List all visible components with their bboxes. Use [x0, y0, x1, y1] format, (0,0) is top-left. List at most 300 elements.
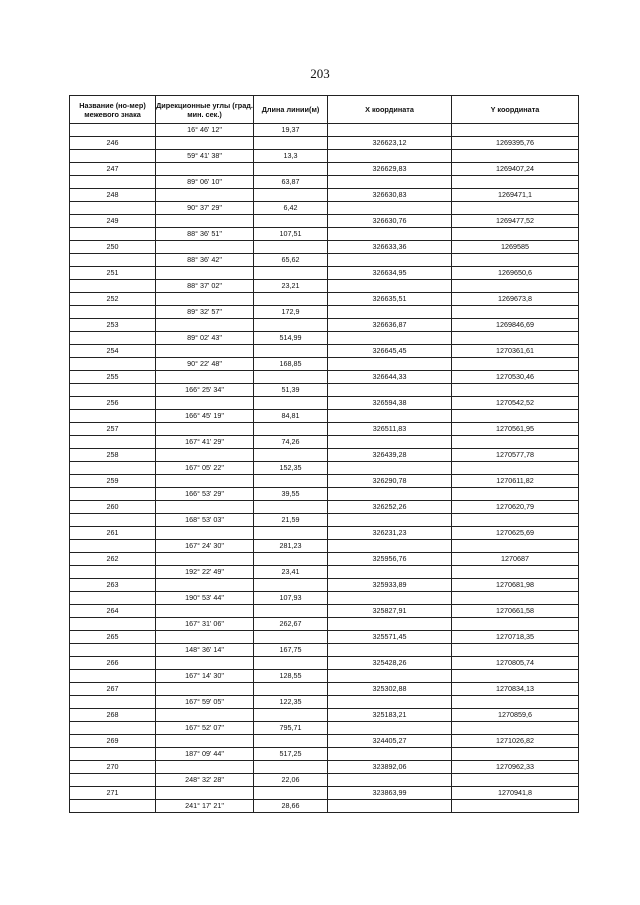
y-coordinate-cell — [452, 254, 579, 267]
angle-cell — [156, 397, 254, 410]
directional-angle: 241° 17' 21" — [156, 800, 254, 813]
y-coordinate-cell — [452, 332, 579, 345]
length-cell — [254, 423, 328, 436]
segment-row — [70, 384, 579, 397]
y-coordinate-cell — [452, 592, 579, 605]
y-coordinate: 1270687 — [452, 553, 579, 566]
mark-cell — [70, 618, 156, 631]
x-coordinate: 325933,89 — [328, 579, 452, 592]
mark-cell — [70, 748, 156, 761]
angle-cell — [156, 735, 254, 748]
angle-cell — [156, 501, 254, 514]
mark-cell — [70, 176, 156, 189]
length-cell — [254, 267, 328, 280]
mark-cell — [70, 150, 156, 163]
angle-cell — [156, 449, 254, 462]
line-length: 21,59 — [254, 514, 328, 527]
angle-cell — [156, 579, 254, 592]
length-cell — [254, 137, 328, 150]
point-row — [70, 553, 579, 566]
mark-name: 264 — [70, 605, 156, 618]
length-cell — [254, 657, 328, 670]
y-coordinate-cell — [452, 618, 579, 631]
angle-cell — [156, 319, 254, 332]
y-coordinate: 1270625,69 — [452, 527, 579, 540]
y-coordinate: 1269846,69 — [452, 319, 579, 332]
length-cell — [254, 475, 328, 488]
mark-cell — [70, 436, 156, 449]
mark-name: 269 — [70, 735, 156, 748]
mark-cell — [70, 280, 156, 293]
mark-cell — [70, 202, 156, 215]
segment-row — [70, 566, 579, 579]
length-cell — [254, 631, 328, 644]
directional-angle: 190° 53' 44" — [156, 592, 254, 605]
y-coordinate: 1269673,8 — [452, 293, 579, 306]
x-coordinate-cell — [328, 514, 452, 527]
length-cell — [254, 189, 328, 202]
mark-cell — [70, 332, 156, 345]
mark-cell — [70, 592, 156, 605]
length-cell — [254, 397, 328, 410]
mark-name: 268 — [70, 709, 156, 722]
directional-angle: 166° 53' 29" — [156, 488, 254, 501]
mark-cell — [70, 644, 156, 657]
directional-angle: 167° 52' 07" — [156, 722, 254, 735]
directional-angle: 88° 36' 42" — [156, 254, 254, 267]
y-coordinate: 1270941,8 — [452, 787, 579, 800]
x-coordinate-cell — [328, 748, 452, 761]
angle-cell — [156, 475, 254, 488]
length-cell — [254, 553, 328, 566]
point-row — [70, 579, 579, 592]
mark-cell — [70, 800, 156, 813]
mark-name: 259 — [70, 475, 156, 488]
point-row — [70, 163, 579, 176]
length-cell — [254, 449, 328, 462]
x-coordinate-cell — [328, 280, 452, 293]
x-coordinate-cell — [328, 488, 452, 501]
segment-row — [70, 202, 579, 215]
y-coordinate: 1270577,78 — [452, 449, 579, 462]
line-length: 13,3 — [254, 150, 328, 163]
mark-cell — [70, 774, 156, 787]
x-coordinate-cell — [328, 462, 452, 475]
y-coordinate-cell — [452, 514, 579, 527]
point-row — [70, 215, 579, 228]
y-coordinate: 1270661,58 — [452, 605, 579, 618]
directional-angle: 166° 45' 19" — [156, 410, 254, 423]
mark-name: 261 — [70, 527, 156, 540]
line-length: 122,35 — [254, 696, 328, 709]
angle-cell — [156, 345, 254, 358]
point-row — [70, 189, 579, 202]
length-cell — [254, 319, 328, 332]
directional-angle: 192° 22' 49" — [156, 566, 254, 579]
angle-cell — [156, 241, 254, 254]
mark-name: 253 — [70, 319, 156, 332]
angle-cell — [156, 189, 254, 202]
x-coordinate: 325183,21 — [328, 709, 452, 722]
angle-cell — [156, 761, 254, 774]
y-coordinate-cell — [452, 124, 579, 137]
line-length: 28,66 — [254, 800, 328, 813]
header-directional-angle: Дирекционные углы (град. мин. сек.) — [156, 96, 254, 124]
segment-row — [70, 124, 579, 137]
line-length: 107,93 — [254, 592, 328, 605]
y-coordinate-cell — [452, 410, 579, 423]
segment-row — [70, 618, 579, 631]
mark-cell — [70, 722, 156, 735]
line-length: 517,25 — [254, 748, 328, 761]
mark-name: 263 — [70, 579, 156, 592]
angle-cell — [156, 631, 254, 644]
x-coordinate: 326511,83 — [328, 423, 452, 436]
length-cell — [254, 735, 328, 748]
line-length: 128,55 — [254, 670, 328, 683]
y-coordinate-cell — [452, 280, 579, 293]
directional-angle: 89° 06' 10" — [156, 176, 254, 189]
line-length: 795,71 — [254, 722, 328, 735]
line-length: 19,37 — [254, 124, 328, 137]
angle-cell — [156, 371, 254, 384]
x-coordinate: 326634,95 — [328, 267, 452, 280]
page-number: 203 — [310, 66, 330, 81]
x-coordinate-cell — [328, 358, 452, 371]
segment-row — [70, 176, 579, 189]
x-coordinate-cell — [328, 332, 452, 345]
point-row — [70, 475, 579, 488]
mark-cell — [70, 358, 156, 371]
y-coordinate-cell — [452, 202, 579, 215]
y-coordinate-cell — [452, 488, 579, 501]
x-coordinate-cell — [328, 722, 452, 735]
segment-row — [70, 696, 579, 709]
y-coordinate: 1270718,35 — [452, 631, 579, 644]
y-coordinate-cell — [452, 228, 579, 241]
x-coordinate-cell — [328, 436, 452, 449]
x-coordinate: 326630,76 — [328, 215, 452, 228]
mark-name: 247 — [70, 163, 156, 176]
x-coordinate-cell — [328, 410, 452, 423]
mark-name: 257 — [70, 423, 156, 436]
y-coordinate-cell — [452, 644, 579, 657]
segment-row — [70, 722, 579, 735]
line-length: 172,9 — [254, 306, 328, 319]
segment-row — [70, 800, 579, 813]
point-row — [70, 293, 579, 306]
mark-name: 246 — [70, 137, 156, 150]
segment-row — [70, 280, 579, 293]
x-coordinate: 326290,78 — [328, 475, 452, 488]
x-coordinate: 324405,27 — [328, 735, 452, 748]
x-coordinate: 326635,51 — [328, 293, 452, 306]
directional-angle: 167° 41' 29" — [156, 436, 254, 449]
angle-cell — [156, 683, 254, 696]
length-cell — [254, 683, 328, 696]
y-coordinate: 1269650,6 — [452, 267, 579, 280]
y-coordinate: 1270561,95 — [452, 423, 579, 436]
segment-row — [70, 254, 579, 267]
point-row — [70, 501, 579, 514]
segment-row — [70, 514, 579, 527]
y-coordinate: 1269395,76 — [452, 137, 579, 150]
segment-row — [70, 540, 579, 553]
directional-angle: 167° 24' 30" — [156, 540, 254, 553]
x-coordinate-cell — [328, 384, 452, 397]
line-length: 168,85 — [254, 358, 328, 371]
line-length: 281,23 — [254, 540, 328, 553]
line-length: 74,26 — [254, 436, 328, 449]
length-cell — [254, 527, 328, 540]
header-mark-name: Название (но-мер) межевого знака — [70, 96, 156, 124]
point-row — [70, 761, 579, 774]
y-coordinate-cell — [452, 566, 579, 579]
segment-row — [70, 670, 579, 683]
directional-angle: 168° 53' 03" — [156, 514, 254, 527]
x-coordinate: 326630,83 — [328, 189, 452, 202]
angle-cell — [156, 215, 254, 228]
directional-angle: 167° 59' 05" — [156, 696, 254, 709]
point-row — [70, 449, 579, 462]
y-coordinate-cell — [452, 800, 579, 813]
x-coordinate: 326629,83 — [328, 163, 452, 176]
length-cell — [254, 605, 328, 618]
x-coordinate-cell — [328, 254, 452, 267]
line-length: 23,21 — [254, 280, 328, 293]
directional-angle: 187° 09' 44" — [156, 748, 254, 761]
segment-row — [70, 462, 579, 475]
mark-cell — [70, 670, 156, 683]
length-cell — [254, 293, 328, 306]
x-coordinate-cell — [328, 800, 452, 813]
x-coordinate-cell — [328, 150, 452, 163]
y-coordinate: 1269477,52 — [452, 215, 579, 228]
x-coordinate-cell — [328, 644, 452, 657]
y-coordinate: 1269585 — [452, 241, 579, 254]
x-coordinate-cell — [328, 618, 452, 631]
mark-cell — [70, 306, 156, 319]
y-coordinate: 1270530,46 — [452, 371, 579, 384]
directional-angle: 248° 32' 28" — [156, 774, 254, 787]
directional-angle: 90° 22' 48" — [156, 358, 254, 371]
y-coordinate-cell — [452, 436, 579, 449]
x-coordinate-cell — [328, 306, 452, 319]
directional-angle: 166° 25' 34" — [156, 384, 254, 397]
x-coordinate-cell — [328, 670, 452, 683]
length-cell — [254, 241, 328, 254]
x-coordinate: 326645,45 — [328, 345, 452, 358]
mark-cell — [70, 566, 156, 579]
angle-cell — [156, 709, 254, 722]
y-coordinate: 1271026,82 — [452, 735, 579, 748]
point-row — [70, 735, 579, 748]
table-header-row — [70, 96, 579, 124]
point-row — [70, 527, 579, 540]
y-coordinate-cell — [452, 670, 579, 683]
angle-cell — [156, 163, 254, 176]
table-body — [70, 124, 579, 813]
x-coordinate-cell — [328, 592, 452, 605]
angle-cell — [156, 527, 254, 540]
length-cell — [254, 787, 328, 800]
x-coordinate: 325827,91 — [328, 605, 452, 618]
x-coordinate-cell — [328, 124, 452, 137]
line-length: 39,55 — [254, 488, 328, 501]
mark-name: 266 — [70, 657, 156, 670]
y-coordinate: 1269407,24 — [452, 163, 579, 176]
angle-cell — [156, 553, 254, 566]
y-coordinate-cell — [452, 384, 579, 397]
segment-row — [70, 332, 579, 345]
x-coordinate: 325956,76 — [328, 553, 452, 566]
segment-row — [70, 410, 579, 423]
length-cell — [254, 371, 328, 384]
y-coordinate-cell — [452, 540, 579, 553]
x-coordinate: 326644,33 — [328, 371, 452, 384]
angle-cell — [156, 267, 254, 280]
y-coordinate: 1270542,52 — [452, 397, 579, 410]
angle-cell — [156, 293, 254, 306]
length-cell — [254, 709, 328, 722]
x-coordinate: 326623,12 — [328, 137, 452, 150]
mark-cell — [70, 462, 156, 475]
y-coordinate: 1270834,13 — [452, 683, 579, 696]
segment-row — [70, 774, 579, 787]
angle-cell — [156, 137, 254, 150]
mark-name: 249 — [70, 215, 156, 228]
length-cell — [254, 501, 328, 514]
x-coordinate: 323863,99 — [328, 787, 452, 800]
line-length: 63,87 — [254, 176, 328, 189]
mark-cell — [70, 254, 156, 267]
segment-row — [70, 644, 579, 657]
mark-name: 256 — [70, 397, 156, 410]
y-coordinate-cell — [452, 150, 579, 163]
x-coordinate: 326252,26 — [328, 501, 452, 514]
mark-name: 254 — [70, 345, 156, 358]
mark-name: 260 — [70, 501, 156, 514]
point-row — [70, 267, 579, 280]
segment-row — [70, 592, 579, 605]
y-coordinate: 1270859,6 — [452, 709, 579, 722]
line-length: 6,42 — [254, 202, 328, 215]
line-length: 107,51 — [254, 228, 328, 241]
x-coordinate-cell — [328, 774, 452, 787]
mark-cell — [70, 228, 156, 241]
directional-angle: 90° 37' 29" — [156, 202, 254, 215]
length-cell — [254, 761, 328, 774]
point-row — [70, 397, 579, 410]
line-length: 152,35 — [254, 462, 328, 475]
mark-cell — [70, 384, 156, 397]
segment-row — [70, 358, 579, 371]
length-cell — [254, 215, 328, 228]
line-length: 23,41 — [254, 566, 328, 579]
boundary-coordinates-table — [69, 95, 579, 813]
y-coordinate-cell — [452, 696, 579, 709]
x-coordinate-cell — [328, 540, 452, 553]
point-row — [70, 605, 579, 618]
mark-cell — [70, 514, 156, 527]
y-coordinate: 1270681,98 — [452, 579, 579, 592]
point-row — [70, 371, 579, 384]
mark-name: 255 — [70, 371, 156, 384]
x-coordinate-cell — [328, 696, 452, 709]
segment-row — [70, 306, 579, 319]
directional-angle: 88° 36' 51" — [156, 228, 254, 241]
directional-angle: 167° 31' 06" — [156, 618, 254, 631]
x-coordinate: 325571,45 — [328, 631, 452, 644]
angle-cell — [156, 605, 254, 618]
header-line-length: Длина линии(м) — [254, 96, 328, 124]
directional-angle: 89° 02' 43" — [156, 332, 254, 345]
x-coordinate: 326231,23 — [328, 527, 452, 540]
x-coordinate-cell — [328, 176, 452, 189]
length-cell — [254, 163, 328, 176]
y-coordinate-cell — [452, 748, 579, 761]
y-coordinate-cell — [452, 358, 579, 371]
line-length: 514,99 — [254, 332, 328, 345]
point-row — [70, 787, 579, 800]
x-coordinate-cell — [328, 566, 452, 579]
segment-row — [70, 228, 579, 241]
point-row — [70, 423, 579, 436]
x-coordinate-cell — [328, 202, 452, 215]
mark-name: 267 — [70, 683, 156, 696]
y-coordinate: 1270361,61 — [452, 345, 579, 358]
mark-name: 250 — [70, 241, 156, 254]
point-row — [70, 631, 579, 644]
angle-cell — [156, 423, 254, 436]
point-row — [70, 683, 579, 696]
mark-cell — [70, 124, 156, 137]
directional-angle: 16° 46' 12" — [156, 124, 254, 137]
mark-cell — [70, 540, 156, 553]
x-coordinate: 326439,28 — [328, 449, 452, 462]
segment-row — [70, 436, 579, 449]
point-row — [70, 657, 579, 670]
length-cell — [254, 579, 328, 592]
y-coordinate: 1270805,74 — [452, 657, 579, 670]
y-coordinate-cell — [452, 774, 579, 787]
mark-name: 251 — [70, 267, 156, 280]
directional-angle: 167° 05' 22" — [156, 462, 254, 475]
y-coordinate-cell — [452, 722, 579, 735]
mark-name: 252 — [70, 293, 156, 306]
y-coordinate: 1270620,79 — [452, 501, 579, 514]
point-row — [70, 241, 579, 254]
line-length: 84,81 — [254, 410, 328, 423]
directional-angle: 148° 36' 14" — [156, 644, 254, 657]
mark-name: 265 — [70, 631, 156, 644]
y-coordinate-cell — [452, 306, 579, 319]
angle-cell — [156, 657, 254, 670]
mark-name: 270 — [70, 761, 156, 774]
x-coordinate: 326636,87 — [328, 319, 452, 332]
mark-name: 271 — [70, 787, 156, 800]
mark-name: 248 — [70, 189, 156, 202]
segment-row — [70, 748, 579, 761]
x-coordinate: 323892,06 — [328, 761, 452, 774]
directional-angle: 59° 41' 38" — [156, 150, 254, 163]
x-coordinate: 325302,88 — [328, 683, 452, 696]
y-coordinate-cell — [452, 176, 579, 189]
directional-angle: 167° 14' 30" — [156, 670, 254, 683]
point-row — [70, 137, 579, 150]
line-length: 262,67 — [254, 618, 328, 631]
line-length: 22,06 — [254, 774, 328, 787]
